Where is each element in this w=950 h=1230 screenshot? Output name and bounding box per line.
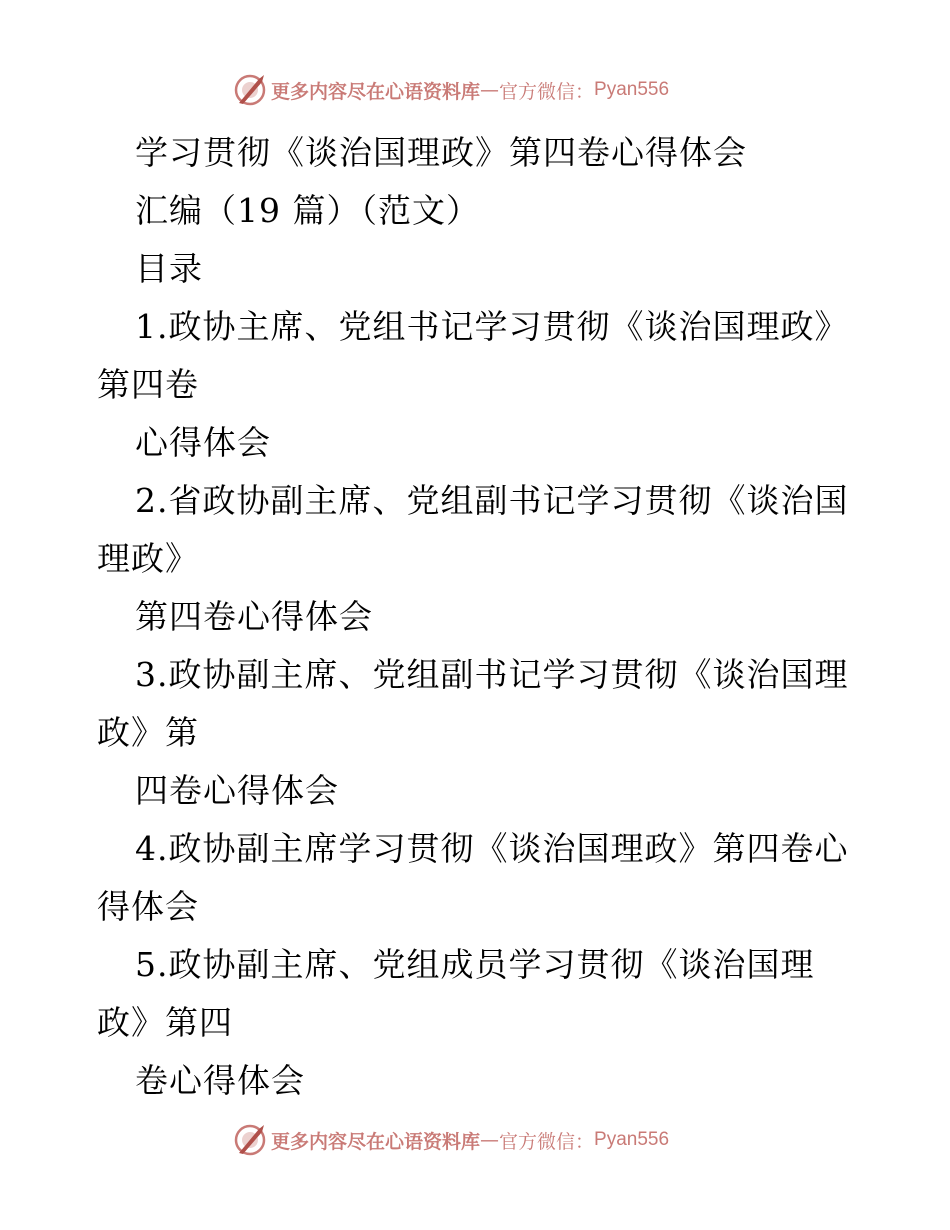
banner-wechat-id: Pyan556 xyxy=(594,1129,670,1150)
quill-pen-logo-icon xyxy=(233,73,267,107)
banner-official-label: 官方微信： xyxy=(499,80,595,103)
document-body xyxy=(97,124,877,1110)
footer-banner xyxy=(233,1122,669,1158)
banner-dash: — xyxy=(480,79,500,101)
toc-line: 政》第四 xyxy=(97,1003,233,1042)
banner-dash: — xyxy=(480,1129,500,1151)
toc-line: 卷心得体会 xyxy=(135,1061,305,1100)
banner-brand-text: 更多内容尽在心语资料库 xyxy=(271,80,481,103)
toc-line: 4.政协副主席学习贯彻《谈治国理政》第四卷心 xyxy=(135,829,849,868)
toc-line: 1.政协主席、党组书记学习贯彻《谈治国理政》 xyxy=(135,307,849,346)
toc-line: 政》第 xyxy=(97,713,199,752)
toc-line: 四卷心得体会 xyxy=(135,771,339,810)
header-banner xyxy=(233,72,669,108)
quill-pen-logo-icon xyxy=(233,1123,267,1157)
toc-line: 第四卷心得体会 xyxy=(135,597,373,636)
toc-line: 3.政协副主席、党组副书记学习贯彻《谈治国理 xyxy=(135,655,849,694)
toc-line: 5.政协副主席、党组成员学习贯彻《谈治国理 xyxy=(135,945,815,984)
toc-line: 2.省政协副主席、党组副书记学习贯彻《谈治国 xyxy=(135,481,849,520)
document-title-line-2: 汇编（19 篇）（范文） xyxy=(135,191,480,230)
document-title-line-1: 学习贯彻《谈治国理政》第四卷心得体会 xyxy=(135,133,747,172)
banner-wechat-id: Pyan556 xyxy=(594,79,670,100)
toc-line: 心得体会 xyxy=(135,423,271,462)
toc-line: 理政》 xyxy=(97,539,199,578)
banner-brand-text: 更多内容尽在心语资料库 xyxy=(271,1130,481,1153)
toc-heading: 目录 xyxy=(135,249,203,288)
toc-line: 得体会 xyxy=(97,887,199,926)
toc-line: 第四卷 xyxy=(97,365,199,404)
banner-official-label: 官方微信： xyxy=(499,1130,595,1153)
